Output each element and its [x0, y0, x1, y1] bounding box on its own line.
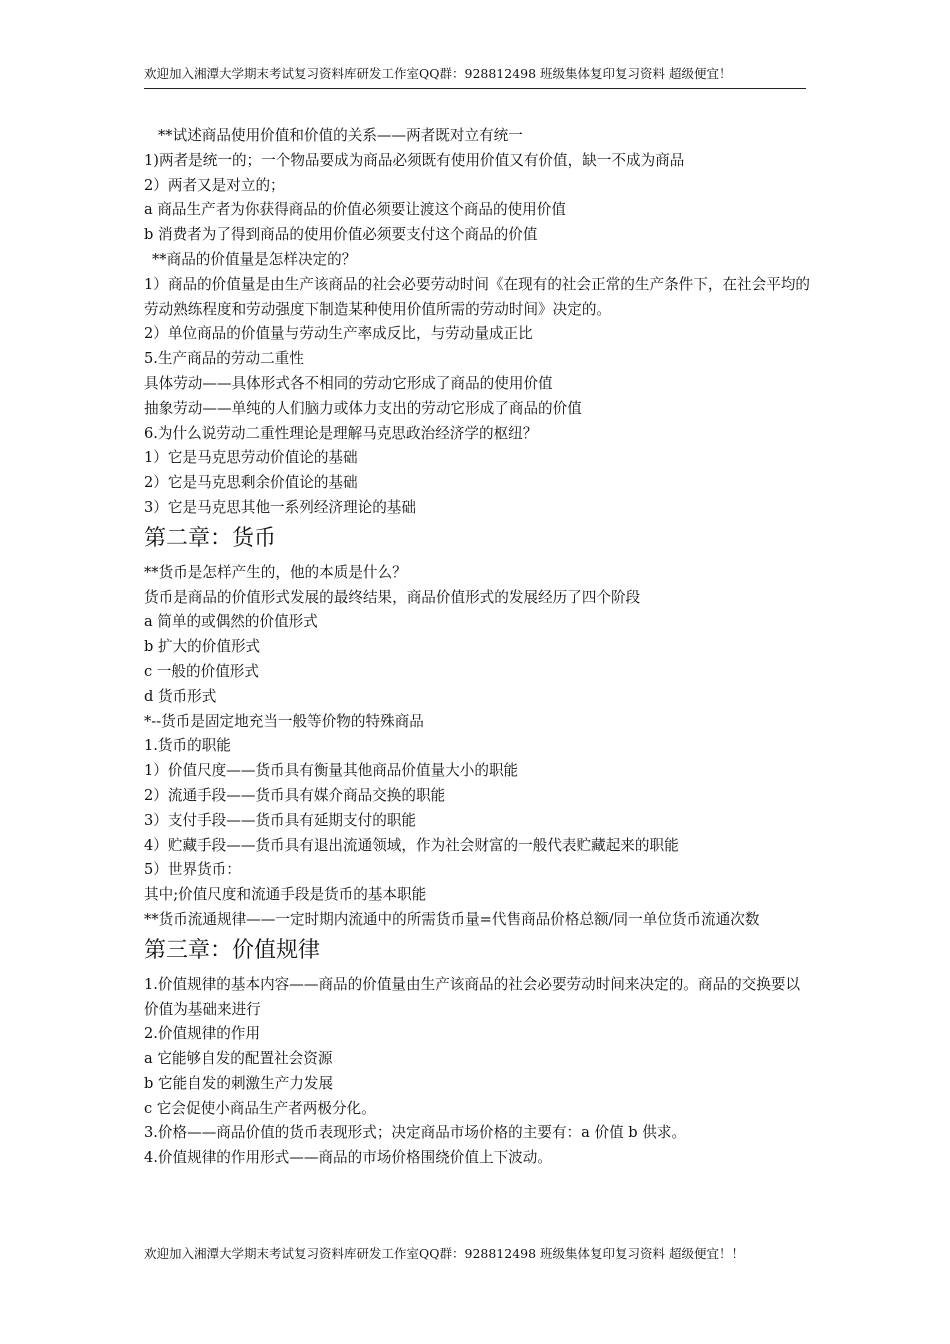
- paragraph-line: 5.生产商品的劳动二重性: [144, 350, 304, 368]
- page-header: [144, 64, 806, 89]
- question-title: **货币是怎样产生的，他的本质是什么？: [144, 563, 407, 581]
- document-body: [144, 124, 812, 1171]
- paragraph-line: 3）支付手段——货币具有延期支付的职能: [144, 811, 416, 829]
- paragraph-wrapped: 1.价值规律的基本内容——商品的价值量由生产该商品的社会必要劳动时间来决定的。商品的交换要以价值为基础来进行: [144, 975, 801, 1018]
- paragraph-line: 1）价值尺度——货币具有衡量其他商品价值量大小的职能: [144, 762, 519, 780]
- paragraph-line: 2）它是马克思剩余价值论的基础: [144, 474, 358, 492]
- question-title: **试述商品使用价值和价值的关系——两者既对立有统一: [158, 127, 523, 144]
- paragraph-line: 6.为什么说劳动二重性理论是理解马克思政治经济学的枢纽？: [144, 424, 538, 442]
- paragraph-line: *--货币是固定地充当一般等价物的特殊商品: [144, 712, 424, 730]
- paragraph-line: 2）单位商品的价值量与劳动生产率成反比，与劳动量成正比: [144, 325, 533, 343]
- paragraph-line: a 商品生产者为你获得商品的价值必须要让渡这个商品的使用价值: [144, 201, 566, 219]
- paragraph-wrapped: **货币流通规律——一定时期内流通中的所需货币量=代售商品价格总额/同一单位货币流通次数: [144, 910, 760, 928]
- paragraph-line: 5）世界货币：: [144, 861, 241, 879]
- paragraph-line: 4.价值规律的作用形式——商品的市场价格围绕价值上下波动。: [144, 1149, 552, 1167]
- paragraph-line: a 简单的或偶然的价值形式: [144, 613, 318, 631]
- paragraph-line: 2）两者又是对立的；: [144, 176, 285, 194]
- paragraph-wrapped: 1）商品的价值量是由生产该商品的社会必要劳动时间《在现有的社会正常的生产条件下，在社会平均的劳动熟练程度和劳动强度下制造某种使用价值所需的劳动时间》决定的。: [144, 275, 811, 318]
- paragraph-line: d 货币形式: [144, 687, 217, 705]
- page-footer: [144, 1244, 824, 1264]
- chapter-heading: 第三章：价值规律: [144, 937, 321, 963]
- paragraph-line: b 它能自发的刺激生产力发展: [144, 1074, 334, 1092]
- paragraph-line: c 它会促使小商品生产者两极分化。: [144, 1099, 376, 1117]
- paragraph-line: 3.价格——商品价值的货币表现形式；决定商品市场价格的主要有：a 价值 b 供求。: [144, 1124, 687, 1142]
- paragraph-line: 4）贮藏手段——货币具有退出流通领域，作为社会财富的一般代表贮藏起来的职能: [144, 836, 679, 854]
- footer-text: 欢迎加入湘潭大学期末考试复习资料库研发工作室QQ群：928812498 班级集体复印复习资料 超级便宜！！: [144, 1246, 745, 1261]
- paragraph-line: 1）它是马克思劳动价值论的基础: [144, 449, 358, 467]
- paragraph-line: a 它能够自发的配置社会资源: [144, 1050, 333, 1068]
- paragraph-line: 抽象劳动——单纯的人们脑力或体力支出的劳动它形成了商品的价值: [144, 399, 582, 417]
- paragraph-line: 货币是商品的价值形式发展的最终结果，商品价值形式的发展经历了四个阶段: [144, 588, 641, 606]
- paragraph-line: 2）流通手段——货币具有媒介商品交换的职能: [144, 786, 446, 804]
- paragraph-line: 其中;价值尺度和流通手段是货币的基本职能: [144, 886, 427, 904]
- chapter-heading: 第二章：货币: [144, 525, 277, 551]
- paragraph-line: 3）它是马克思其他一系列经济理论的基础: [144, 498, 416, 516]
- question-title: **商品的价值量是怎样决定的？: [152, 250, 357, 268]
- paragraph-line: 1.货币的职能: [144, 737, 231, 755]
- paragraph-line: 2.价值规律的作用: [144, 1025, 261, 1043]
- paragraph-line: b 消费者为了得到商品的使用价值必须要支付这个商品的价值: [144, 226, 538, 244]
- paragraph-line: 具体劳动——具体形式各不相同的劳动它形成了商品的使用价值: [144, 374, 553, 392]
- header-text: 欢迎加入湘潭大学期末考试复习资料库研发工作室QQ群：928812498 班级集体复印复习资料 超级便宜！: [144, 66, 732, 81]
- paragraph-line: b 扩大的价值形式: [144, 638, 261, 656]
- paragraph-line: 1)两者是统一的；一个物品要成为商品必须既有使用价值又有价值，缺一不成为商品: [144, 151, 685, 169]
- paragraph-line: c 一般的价值形式: [144, 662, 259, 680]
